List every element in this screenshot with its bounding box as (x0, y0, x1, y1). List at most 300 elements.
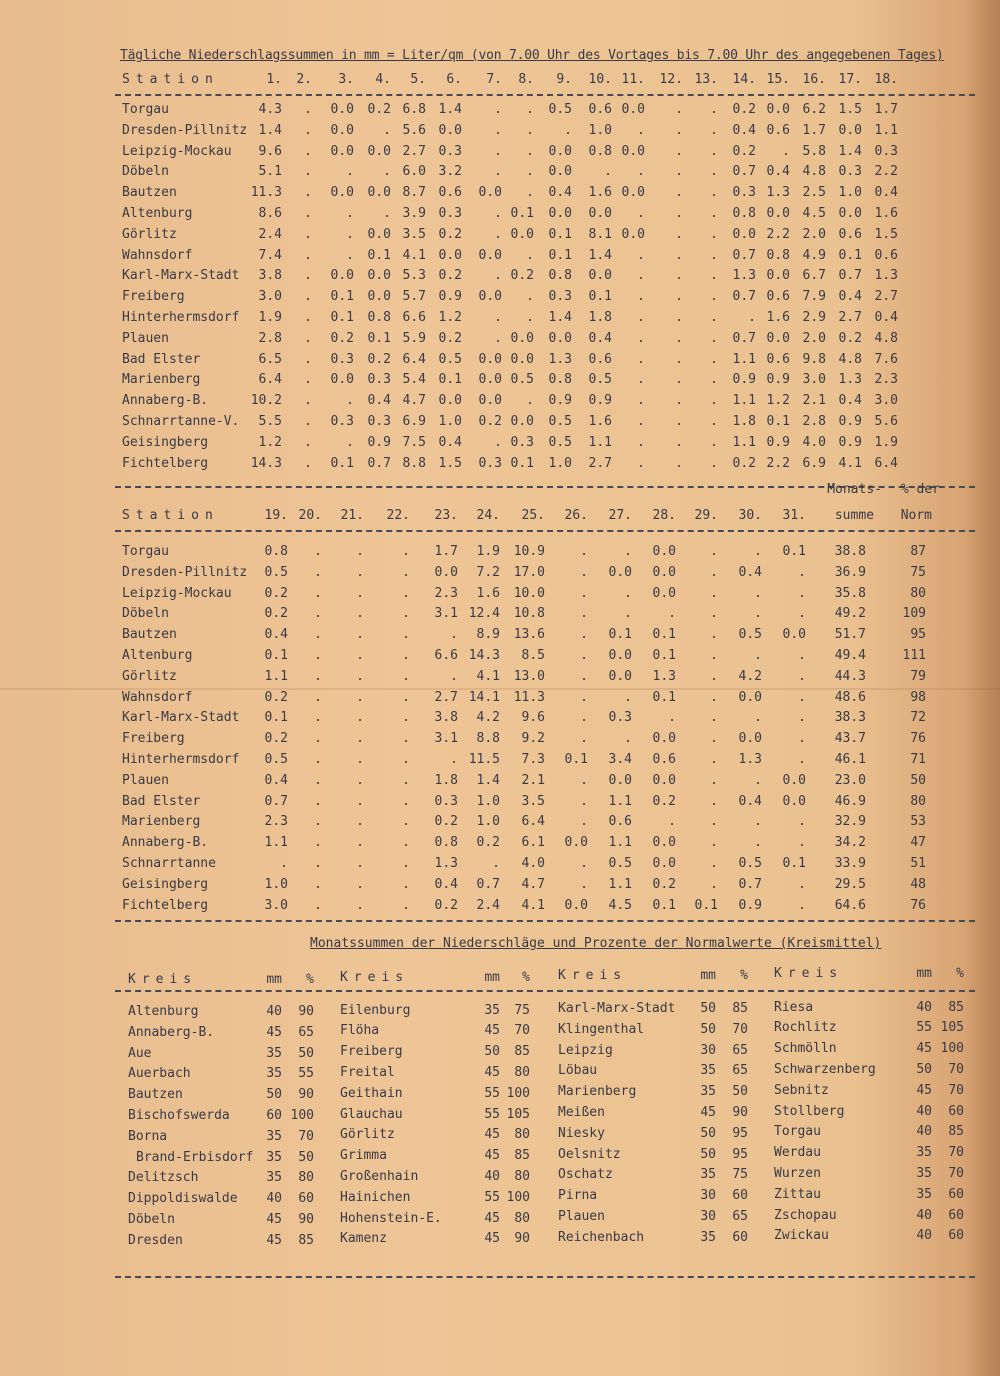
precip-value: 0.0 (330, 185, 354, 201)
precip-value: . (637, 164, 645, 180)
monthly-sum: 46.1 (834, 752, 866, 767)
precip-value: 4.3 (258, 102, 282, 117)
precip-value: 1.1 (608, 876, 632, 892)
precip-value: 0.4 (874, 310, 898, 325)
precip-value: 0.8 (367, 310, 391, 325)
precip-value: 1.9 (874, 434, 898, 450)
precip-value: . (637, 372, 645, 388)
precip-value: . (314, 710, 322, 726)
kreis-mm: 40 (484, 1168, 500, 1184)
kreis-pct: 90 (298, 1212, 314, 1227)
monthly-sum: 34.2 (834, 835, 866, 851)
precip-value: 7.3 (521, 752, 545, 767)
precip-value: . (402, 648, 410, 663)
precip-value: 1.1 (588, 434, 612, 450)
station-name: Freiberg (122, 289, 185, 305)
precip-value: . (675, 434, 683, 450)
precip-value: . (624, 689, 632, 705)
precip-value: 0.0 (367, 143, 391, 159)
kreis-name: Meißen (558, 1105, 605, 1120)
precip-value: 0.1 (367, 247, 391, 263)
precip-value: 0.4 (434, 876, 458, 892)
precip-value: . (526, 289, 534, 305)
kreis-pct: 50 (732, 1084, 748, 1100)
precip-value: . (798, 814, 806, 830)
kreis-name: Geithain (340, 1085, 403, 1101)
kreis-pct: 65 (732, 1042, 748, 1058)
kreis-pct: 85 (732, 1001, 748, 1016)
day-header: 13. (694, 72, 718, 87)
precip-value: . (304, 330, 312, 346)
precip-value: 2.7 (838, 310, 862, 325)
precip-value: 0.2 (510, 268, 534, 284)
precip-value: . (604, 164, 612, 180)
precip-value: 8.9 (476, 627, 500, 643)
kreis-mm: 50 (916, 1061, 932, 1077)
kreis-pct: 100 (290, 1108, 314, 1123)
precip-value: . (494, 164, 502, 180)
kreis-pct: 70 (732, 1021, 748, 1037)
precip-value: . (304, 247, 312, 263)
precip-value: 0.2 (652, 793, 676, 809)
precip-value: . (526, 393, 534, 409)
kreis-mm: 55 (916, 1020, 932, 1036)
precip-value: . (710, 330, 718, 346)
precip-value: 8.6 (258, 206, 282, 221)
precip-value: . (580, 772, 588, 788)
day-header: 30. (738, 508, 762, 523)
table-row (0, 586, 1000, 606)
precip-value: 1.1 (732, 351, 756, 367)
monats-header-2: summe (834, 508, 874, 523)
precip-value: 0.3 (510, 434, 534, 450)
kreis-pct: 70 (948, 1061, 964, 1077)
kreis-name: Freital (340, 1064, 395, 1080)
kreis-pct: 80 (298, 1170, 314, 1186)
kreis-mm: 45 (266, 1024, 282, 1040)
precip-value: 0.1 (652, 897, 676, 913)
precip-value: 0.0 (330, 372, 354, 388)
precip-value: 1.4 (476, 772, 500, 788)
divider-line (115, 530, 975, 532)
day-header: 14. (732, 72, 756, 87)
mm-header: mm (700, 968, 716, 983)
precip-value: . (710, 752, 718, 767)
precip-value: . (668, 814, 676, 830)
precip-value: 0.0 (330, 268, 354, 284)
kreis-pct: 70 (514, 1023, 530, 1039)
precip-value: 3.0 (258, 289, 282, 305)
table-row (0, 835, 1000, 855)
kreis-pct: 85 (514, 1044, 530, 1060)
kreis-mm: 45 (916, 1082, 932, 1098)
precip-value: . (580, 648, 588, 663)
precip-value: 1.4 (588, 247, 612, 263)
precip-value: . (637, 310, 645, 325)
precip-value: 0.1 (330, 289, 354, 305)
precip-value: . (798, 752, 806, 767)
precip-value: 0.1 (782, 544, 806, 559)
precip-value: 0.1 (330, 310, 354, 325)
station-name: Leipzig-Mockau (122, 585, 232, 601)
precip-value: . (492, 856, 500, 871)
precip-value: . (402, 772, 410, 788)
kreis-pct: 90 (298, 1087, 314, 1103)
precip-value: . (314, 606, 322, 622)
kreis-name: Reichenbach (558, 1229, 645, 1245)
station-name: Altenburg (122, 648, 193, 663)
kreis-mm: 35 (700, 1229, 716, 1245)
precip-value: . (402, 544, 410, 559)
precip-value: 1.3 (874, 268, 898, 284)
precip-value: 5.5 (258, 414, 282, 429)
precip-value: 4.1 (402, 247, 426, 263)
precip-value: 0.4 (738, 793, 762, 809)
precip-value: . (754, 648, 762, 663)
precip-value: 0.0 (608, 772, 632, 788)
precip-value: 1.1 (608, 835, 632, 851)
precip-value: 2.4 (258, 226, 282, 242)
precip-value: . (798, 897, 806, 913)
precip-value: 0.3 (548, 289, 572, 305)
precip-value: 2.3 (874, 372, 898, 388)
precip-value: . (494, 310, 502, 325)
kreis-name: Leipzig (558, 1042, 613, 1058)
list-item (0, 1166, 1000, 1186)
kreis-mm: 45 (484, 1064, 500, 1080)
precip-value: . (356, 606, 364, 622)
precip-value: . (314, 689, 322, 705)
day-header: 23. (434, 508, 458, 523)
station-name: Görlitz (122, 226, 177, 242)
kreis-mm: 50 (700, 1125, 716, 1141)
precip-value: 1.3 (838, 372, 862, 388)
precip-value: 1.6 (766, 310, 790, 325)
day-header: 2. (296, 72, 312, 87)
percent-of-norm: 51 (910, 856, 926, 871)
precip-value: 1.0 (264, 876, 288, 892)
precip-value: . (494, 434, 502, 450)
precip-value: 4.8 (802, 164, 826, 180)
station-name: Fichtelberg (122, 897, 209, 913)
precip-value: 0.6 (588, 102, 612, 117)
precip-value: 0.6 (766, 289, 790, 305)
kreis-mm: 45 (484, 1210, 500, 1226)
precip-value: . (402, 876, 410, 892)
precip-value: 11.5 (468, 752, 500, 767)
precip-value: 10.0 (513, 585, 545, 601)
precip-value: 0.0 (478, 247, 502, 263)
table-row (0, 206, 1000, 226)
precip-value: . (798, 606, 806, 622)
kreis-mm: 30 (700, 1042, 716, 1058)
precip-value: . (402, 731, 410, 747)
precip-value: 7.2 (476, 564, 500, 580)
day-header: 29. (694, 508, 718, 523)
precip-value: . (710, 648, 718, 663)
precip-value: 0.0 (732, 226, 756, 242)
precip-value: . (494, 268, 502, 284)
station-name: Marienberg (122, 814, 201, 830)
precip-value: . (450, 752, 458, 767)
precip-value: . (356, 668, 364, 684)
kreis-mm: 40 (916, 1124, 932, 1140)
precip-value: . (526, 185, 534, 201)
precip-value: 0.6 (652, 752, 676, 767)
precip-value: 6.0 (402, 164, 426, 180)
precip-value: . (356, 710, 364, 726)
precip-value: 0.9 (766, 372, 790, 388)
precip-value: 10.2 (250, 393, 282, 409)
day-header: 1. (266, 72, 282, 87)
precip-value: 1.6 (588, 414, 612, 429)
kreis-name: Görlitz (340, 1127, 395, 1143)
station-name: Bad Elster (122, 793, 201, 809)
precip-value: 0.0 (330, 122, 354, 138)
precip-value: 0.3 (838, 164, 862, 180)
precip-value: 0.3 (330, 414, 354, 429)
precip-value: 0.0 (838, 206, 862, 221)
precip-value: 0.1 (588, 289, 612, 305)
kreis-pct: 60 (948, 1103, 964, 1119)
precip-value: . (356, 856, 364, 871)
precip-value: 0.1 (367, 330, 391, 346)
kreis-mm: 35 (916, 1165, 932, 1181)
kreis-pct: 100 (506, 1189, 530, 1205)
precip-value: 0.0 (782, 772, 806, 788)
precip-value: 0.4 (438, 434, 462, 450)
kreis-mm: 45 (916, 1041, 932, 1057)
precip-value: 0.2 (264, 585, 288, 601)
list-item (0, 1041, 1000, 1061)
precip-value: 0.9 (838, 414, 862, 429)
precip-value: . (710, 455, 718, 471)
kreis-mm: 30 (700, 1188, 716, 1204)
kreis-pct: 60 (948, 1207, 964, 1223)
kreis-pct: 60 (732, 1229, 748, 1245)
precip-value: . (346, 393, 354, 409)
precip-value: 6.4 (258, 372, 282, 388)
station-name: Wahnsdorf (122, 247, 193, 263)
day-header: 16. (802, 72, 826, 87)
precip-value: 1.4 (838, 143, 862, 159)
precip-value: 1.1 (874, 122, 898, 138)
kreis-name: Kamenz (340, 1231, 387, 1247)
precip-value: . (402, 793, 410, 809)
station-name: Döbeln (122, 164, 169, 180)
kreis-name: Bischofswerda (128, 1108, 230, 1123)
precip-value: 0.0 (766, 330, 790, 346)
precip-value: . (710, 564, 718, 580)
precip-value: 5.6 (402, 122, 426, 138)
kreis-header: Kreis (558, 968, 628, 983)
table-row (0, 331, 1000, 351)
precip-value: 0.5 (264, 752, 288, 767)
precip-value: 0.6 (588, 351, 612, 367)
precip-value: . (675, 330, 683, 346)
precip-value: . (280, 856, 288, 871)
precip-value: 0.0 (510, 351, 534, 367)
mm-header: mm (484, 970, 500, 985)
precip-value: 0.0 (548, 164, 572, 180)
precip-value: 0.6 (766, 351, 790, 367)
precip-value: 0.5 (608, 856, 632, 871)
precip-value: . (526, 310, 534, 325)
day-header: 3. (338, 72, 354, 87)
precip-value: 1.0 (476, 814, 500, 830)
precip-value: 4.1 (838, 455, 862, 471)
precip-value: 0.8 (434, 835, 458, 851)
divider-line (115, 1276, 975, 1278)
kreis-pct: 90 (514, 1231, 530, 1247)
table-row (0, 606, 1000, 626)
kreis-pct: 75 (514, 1002, 530, 1018)
precip-value: 0.1 (438, 372, 462, 388)
kreis-pct: 70 (948, 1082, 964, 1098)
precip-value: 0.5 (588, 372, 612, 388)
station-name: Döbeln (122, 606, 169, 622)
precip-value: 0.0 (367, 268, 391, 284)
precip-value: 0.0 (478, 289, 502, 305)
day-header: 22. (386, 508, 410, 523)
precip-value: . (526, 164, 534, 180)
precip-value: 0.4 (874, 185, 898, 201)
precip-value: 0.3 (732, 185, 756, 201)
kreis-pct: 65 (732, 1209, 748, 1224)
percent-of-norm: 95 (910, 627, 926, 643)
list-item (0, 1187, 1000, 1207)
kreis-mm: 35 (916, 1186, 932, 1202)
precip-value: 0.0 (548, 143, 572, 159)
kreis-mm: 50 (700, 1146, 716, 1162)
kreis-name: Hohenstein-E. (340, 1210, 442, 1226)
precip-value: . (304, 351, 312, 367)
monthly-sum: 64.6 (834, 897, 866, 913)
precip-value: 1.5 (438, 455, 462, 471)
precip-value: 0.1 (652, 627, 676, 643)
kreis-name: Marienberg (558, 1084, 637, 1100)
kreis-mm: 40 (266, 1004, 282, 1019)
precip-value: 0.2 (434, 814, 458, 830)
precip-value: 0.8 (588, 143, 612, 159)
list-item (0, 1020, 1000, 1040)
monthly-sum: 29.5 (834, 876, 866, 892)
precip-value: 3.8 (258, 268, 282, 284)
precip-value: 4.5 (608, 897, 632, 913)
kreis-name: Karl-Marx-Stadt (558, 1001, 676, 1016)
precip-value: 0.3 (478, 455, 502, 471)
precip-value: . (580, 793, 588, 809)
precip-value: . (304, 122, 312, 138)
kreis-pct: 85 (948, 999, 964, 1015)
kreis-mm: 35 (266, 1170, 282, 1186)
precip-value: . (526, 247, 534, 263)
precip-value: 0.8 (548, 372, 572, 388)
precip-value: 6.4 (402, 351, 426, 367)
precip-value: 7.6 (874, 351, 898, 367)
station-name: Wahnsdorf (122, 689, 193, 705)
precip-value: 5.7 (402, 289, 426, 305)
precip-value: 0.0 (478, 185, 502, 201)
day-header: 25. (521, 508, 545, 523)
table-row (0, 794, 1000, 814)
precip-value: 0.0 (330, 102, 354, 117)
precip-value: 1.1 (264, 668, 288, 684)
precip-value: . (710, 668, 718, 684)
precip-value: 6.6 (402, 310, 426, 325)
kreis-mm: 45 (484, 1127, 500, 1143)
station-name: Dresden-Pillnitz (122, 122, 248, 138)
precip-value: . (314, 585, 322, 601)
precip-value: 0.3 (438, 206, 462, 221)
kreis-pct: 60 (948, 1186, 964, 1202)
precip-value: . (356, 752, 364, 767)
precip-value: . (675, 289, 683, 305)
precip-value: 6.4 (874, 455, 898, 471)
precip-value: . (710, 627, 718, 643)
precip-value: 0.2 (367, 102, 391, 117)
precip-value: 0.3 (438, 143, 462, 159)
precip-value: . (710, 434, 718, 450)
precip-value: . (580, 544, 588, 559)
kreis-mm: 40 (916, 1103, 932, 1119)
precip-value: 1.7 (802, 122, 826, 138)
divider-line (115, 990, 975, 992)
precip-value: 1.9 (258, 310, 282, 325)
precip-value: . (754, 710, 762, 726)
precip-value: 0.0 (608, 648, 632, 663)
precip-value: . (798, 585, 806, 601)
precip-value: 0.0 (478, 372, 502, 388)
precip-value: . (668, 710, 676, 726)
precip-value: 4.1 (476, 668, 500, 684)
precip-value: 2.9 (802, 310, 826, 325)
precip-value: . (710, 393, 718, 409)
precip-value: 0.9 (588, 393, 612, 409)
table2-monats-header (0, 482, 1000, 502)
precip-value: 2.0 (802, 226, 826, 242)
precip-value: . (304, 414, 312, 429)
precip-value: 0.9 (766, 434, 790, 450)
precip-value: 0.4 (838, 393, 862, 409)
precip-value: 0.0 (766, 102, 790, 117)
precip-value: 6.8 (402, 102, 426, 117)
list-item (0, 1208, 1000, 1228)
precip-value: . (346, 206, 354, 221)
kreis-name: Niesky (558, 1125, 605, 1141)
monthly-sum: 38.3 (834, 710, 866, 726)
precip-value: . (798, 731, 806, 747)
precip-value: 0.5 (548, 434, 572, 450)
percent-of-norm: 76 (910, 731, 926, 747)
precip-value: 0.6 (838, 226, 862, 242)
precip-value: . (526, 122, 534, 138)
precip-value: . (494, 206, 502, 221)
precip-value: . (637, 393, 645, 409)
precip-value: 0.0 (652, 585, 676, 601)
precip-value: . (710, 185, 718, 201)
precip-value: 0.0 (588, 206, 612, 221)
precip-value: 1.4 (438, 102, 462, 117)
station-name: Altenburg (122, 206, 193, 221)
precip-value: 0.3 (367, 414, 391, 429)
precip-value: 0.7 (732, 164, 756, 180)
precip-value: . (304, 102, 312, 117)
divider-line (115, 920, 975, 922)
station-name: Karl-Marx-Stadt (122, 710, 240, 726)
precip-value: 0.0 (652, 856, 676, 871)
precip-value: . (675, 143, 683, 159)
